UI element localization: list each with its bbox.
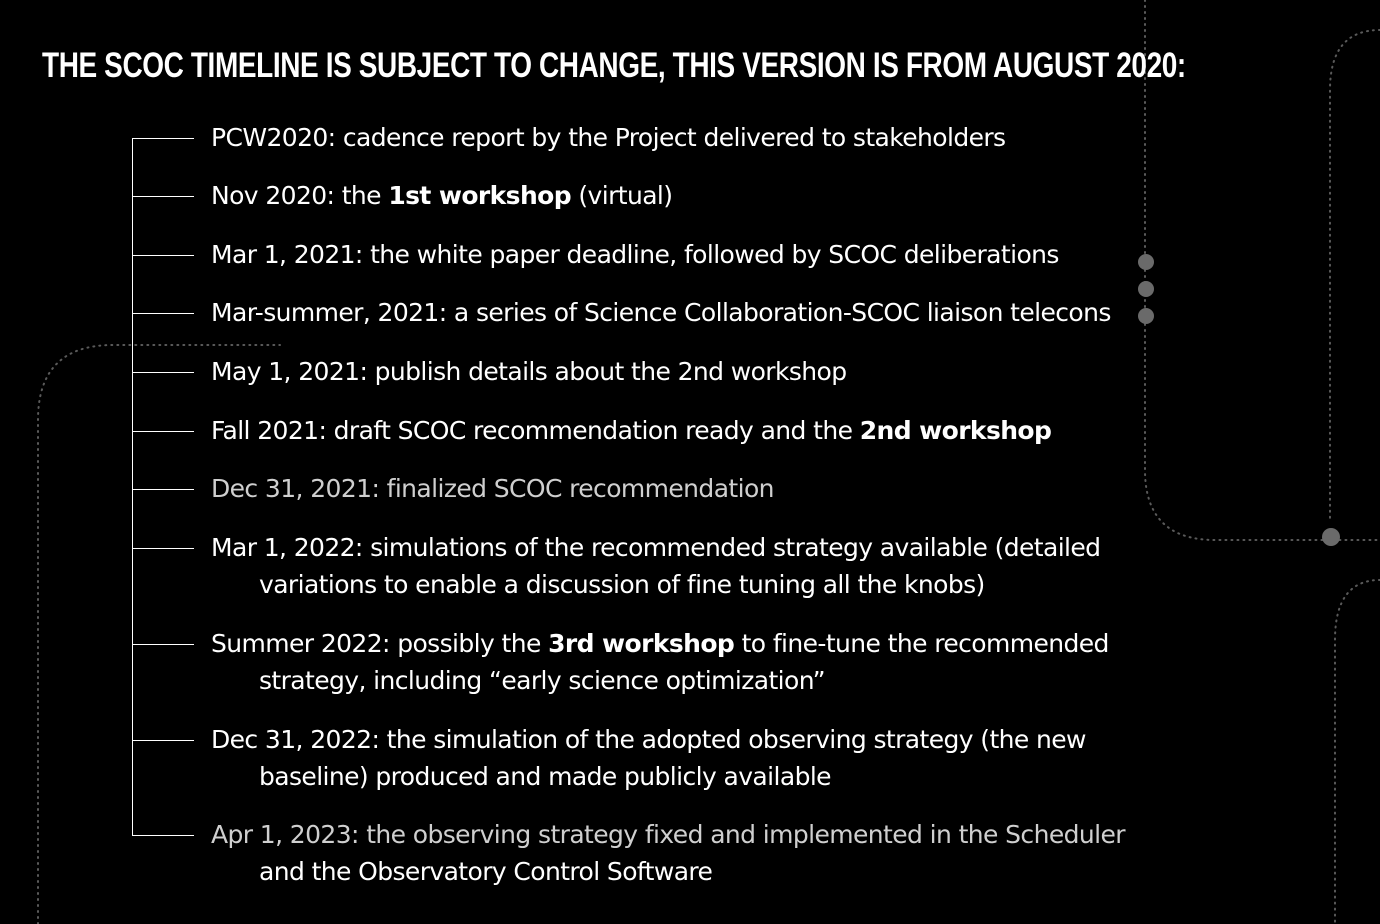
timeline-item-text: Dec 31, 2021: finalized SCOC recommendation xyxy=(211,474,774,503)
timeline-item-text: Summer 2022: possibly the 3rd workshop to fine-tune the recommended strategy, including “early science optimization” xyxy=(211,629,1109,695)
timeline-tick xyxy=(132,644,194,645)
timeline-item-text: May 1, 2021: publish details about the 2nd workshop xyxy=(211,357,847,386)
timeline-item-text: PCW2020: cadence report by the Project delivered to stakeholders xyxy=(211,123,1006,152)
timeline-tick xyxy=(132,138,194,139)
timeline-tick xyxy=(132,548,194,549)
timeline-item-text: Mar-summer, 2021: a series of Science Collaboration-SCOC liaison telecons xyxy=(211,298,1111,327)
timeline-tick xyxy=(132,196,194,197)
timeline-item-text: Nov 2020: the 1st workshop (virtual) xyxy=(211,181,673,210)
timeline-item-text: Dec 31, 2022: the simulation of the adopted observing strategy (the new baseline) produced and made publicly available xyxy=(211,725,1086,791)
timeline-spine xyxy=(132,138,133,836)
timeline-tick xyxy=(132,255,194,256)
timeline-item-text: Apr 1, 2023: the observing strategy fixed and implemented in the Scheduler and the Observatory Control Software xyxy=(211,820,1125,886)
timeline-item-text: Fall 2021: draft SCOC recommendation ready and the 2nd workshop xyxy=(211,416,1052,445)
timeline-tick xyxy=(132,372,194,373)
timeline-item-text: Mar 1, 2021: the white paper deadline, followed by SCOC deliberations xyxy=(211,240,1059,269)
timeline-item-text: Mar 1, 2022: simulations of the recommended strategy available (detailed variations to enable a discussion of fine tuning all the knobs) xyxy=(211,533,1101,599)
timeline-tick xyxy=(132,740,194,741)
timeline-tick xyxy=(132,313,194,314)
timeline-tick xyxy=(132,431,194,432)
page-title: THE SCOC TIMELINE IS SUBJECT TO CHANGE, THIS VERSION IS FROM AUGUST 2020: xyxy=(42,46,1186,85)
timeline xyxy=(132,0,1380,924)
timeline-tick xyxy=(132,489,194,490)
timeline-tick xyxy=(132,835,194,836)
